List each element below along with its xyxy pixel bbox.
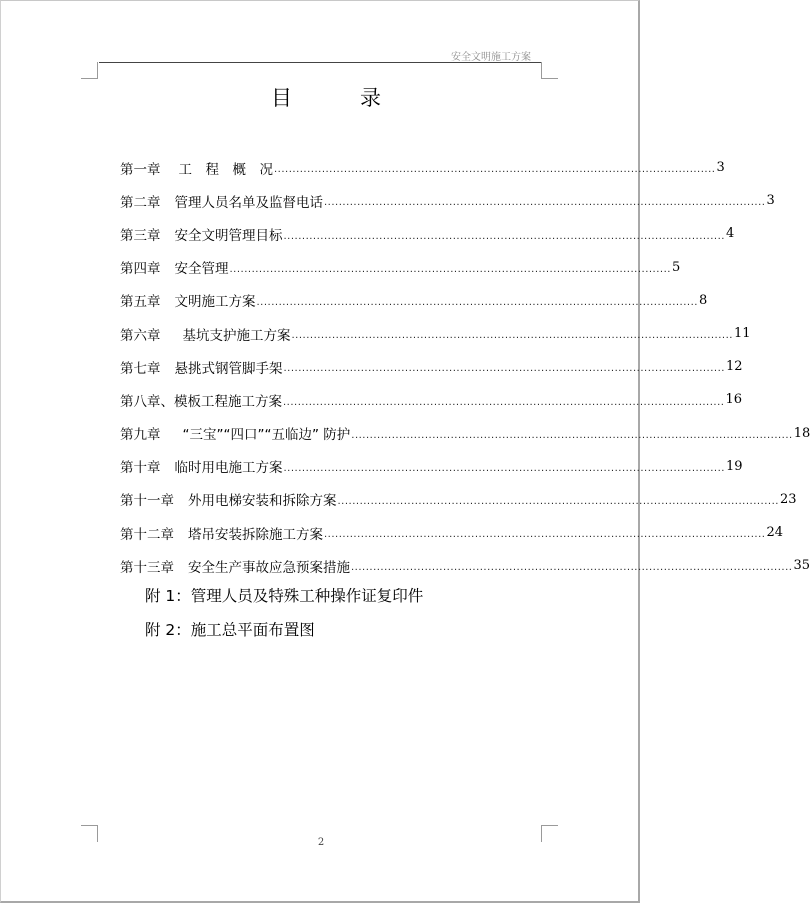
entry-page: 3	[716, 160, 725, 176]
crop-mark-bottom-right	[541, 825, 558, 842]
entry-page: 5	[671, 259, 681, 275]
toc-list	[120, 151, 810, 582]
toc-entry[interactable]	[120, 417, 810, 450]
header-rule	[99, 62, 541, 63]
crop-mark-top-right	[541, 62, 558, 79]
toc-entry[interactable]	[120, 151, 725, 184]
entry-page: 8	[698, 292, 708, 308]
entry-page: 16	[725, 392, 742, 408]
entry-chapter: 第九章	[120, 427, 161, 444]
entry-chapter: 第十二章	[120, 526, 174, 543]
entry-title: 管理人员名单及监督电话	[174, 194, 323, 211]
entry-chapter: 第二章	[120, 194, 161, 211]
entry-title: 模板工程施工方案	[174, 393, 282, 410]
dot-leader: ........................................................................................................................	[283, 363, 725, 375]
crop-mark-top-left	[81, 62, 98, 79]
toc-entry[interactable]	[120, 217, 735, 250]
entry-chapter: 第四章	[120, 261, 161, 278]
entry-title: 外用电梯安装和拆除方案	[188, 493, 337, 510]
page-number: 2	[317, 837, 325, 848]
entry-title: 工 程 概 况	[178, 161, 273, 178]
toc-entry[interactable]	[120, 317, 751, 350]
entry-title: 悬挑式钢管脚手架	[174, 360, 283, 377]
entry-chapter: 第三章	[120, 227, 161, 244]
dot-leader: ........................................................................................................................	[324, 197, 766, 209]
entry-title: 安全生产事故应急预案措施	[188, 559, 350, 576]
toc-entry[interactable]	[120, 383, 742, 416]
entry-chapter: 第八章、	[120, 393, 174, 410]
entry-title: 塔吊安装拆除施工方案	[188, 526, 323, 543]
toc-entry[interactable]	[120, 251, 681, 284]
appendix-1[interactable]: 附 1：管理人员及特殊工种操作证复印件	[145, 587, 424, 605]
entry-chapter: 第十三章	[120, 559, 174, 576]
dot-leader: ........................................................................................................................	[324, 529, 766, 541]
toc-title-char: 录	[360, 86, 381, 110]
crop-mark-bottom-left	[81, 825, 98, 842]
dot-leader: ........................................................................................................................	[274, 164, 716, 176]
dot-leader: ........................................................................................................................	[291, 330, 733, 342]
dot-leader: ........................................................................................................................	[256, 296, 698, 308]
toc-entry[interactable]	[120, 483, 797, 516]
entry-page: 11	[733, 326, 751, 342]
running-header: 安全文明施工方案	[451, 52, 531, 63]
entry-chapter: 第七章	[120, 360, 161, 377]
toc-entry[interactable]	[120, 450, 743, 483]
dot-leader: ........................................................................................................................	[351, 429, 793, 441]
toc-entry[interactable]	[120, 184, 775, 217]
entry-page: 4	[725, 226, 735, 242]
dot-leader: ........................................................................................................................	[283, 230, 725, 242]
entry-page: 3	[766, 193, 775, 209]
dot-leader: ........................................................................................................................	[283, 462, 725, 474]
toc-entry[interactable]	[120, 350, 743, 383]
entry-page: 24	[766, 525, 783, 541]
toc-entry[interactable]	[120, 284, 708, 317]
entry-title: 安全管理	[174, 261, 229, 278]
entry-page: 19	[725, 458, 743, 474]
toc-title	[271, 85, 381, 109]
toc-entry[interactable]	[120, 516, 783, 549]
toc-entry[interactable]	[120, 549, 810, 582]
toc-title-char: 目	[271, 86, 292, 110]
entry-chapter: 第十章	[120, 460, 161, 477]
dot-leader: ........................................................................................................................	[229, 263, 671, 275]
entry-title: “三宝”“四口”“五临边” 防护	[182, 427, 351, 444]
entry-chapter: 第一章	[120, 161, 161, 178]
dot-leader: ........................................................................................................................	[337, 496, 779, 508]
entry-page: 12	[725, 359, 743, 375]
dot-leader: ........................................................................................................................	[351, 562, 793, 574]
entry-chapter: 第五章	[120, 294, 161, 311]
entry-title: 临时用电施工方案	[174, 460, 283, 477]
entry-page: 18	[793, 425, 810, 441]
entry-title: 基坑支护施工方案	[182, 327, 291, 344]
entry-page: 23	[779, 491, 797, 507]
appendix-2[interactable]: 附 2：施工总平面布置图	[145, 621, 315, 639]
entry-title: 文明施工方案	[174, 294, 256, 311]
dot-leader: ........................................................................................................................	[283, 396, 725, 408]
entry-chapter: 第十一章	[120, 493, 174, 510]
entry-chapter: 第六章	[120, 327, 161, 344]
entry-title: 安全文明管理目标	[174, 227, 283, 244]
entry-page: 35	[793, 558, 810, 574]
